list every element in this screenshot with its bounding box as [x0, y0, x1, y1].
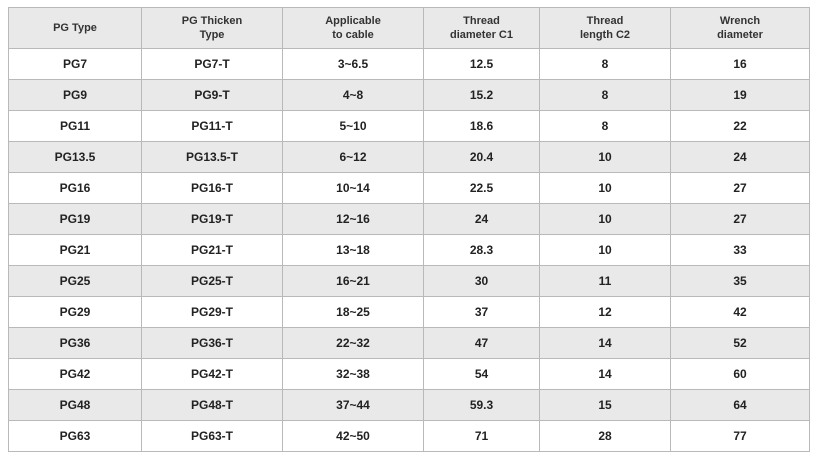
cell-wrench-diameter: 22	[671, 111, 810, 142]
cell-applicable-cable: 6~12	[283, 142, 424, 173]
cell-thread-diameter: 20.4	[424, 142, 540, 173]
cell-thread-length: 15	[540, 390, 671, 421]
spec-table-container	[8, 7, 809, 452]
cell-thread-diameter: 28.3	[424, 235, 540, 266]
header-thread-diameter: Thread diameter C1	[424, 8, 540, 49]
cell-wrench-diameter: 60	[671, 359, 810, 390]
cell-pg-type: PG9	[9, 80, 142, 111]
cell-pg-thicken-type: PG9-T	[142, 80, 283, 111]
cell-thread-diameter: 30	[424, 266, 540, 297]
cell-wrench-diameter: 16	[671, 49, 810, 80]
table-row	[9, 142, 810, 173]
table-row	[9, 328, 810, 359]
cell-pg-thicken-type: PG42-T	[142, 359, 283, 390]
cell-wrench-diameter: 27	[671, 204, 810, 235]
cell-pg-type: PG25	[9, 266, 142, 297]
cell-pg-type: PG42	[9, 359, 142, 390]
cell-pg-thicken-type: PG29-T	[142, 297, 283, 328]
cell-pg-thicken-type: PG48-T	[142, 390, 283, 421]
cell-thread-length: 12	[540, 297, 671, 328]
cell-thread-length: 8	[540, 49, 671, 80]
cell-applicable-cable: 32~38	[283, 359, 424, 390]
cell-thread-length: 10	[540, 142, 671, 173]
header-wrench-diameter: Wrench diameter	[671, 8, 810, 49]
cell-applicable-cable: 12~16	[283, 204, 424, 235]
table-row	[9, 204, 810, 235]
cell-applicable-cable: 13~18	[283, 235, 424, 266]
header-applicable-cable: Applicable to cable	[283, 8, 424, 49]
table-row	[9, 235, 810, 266]
table-row	[9, 297, 810, 328]
cell-applicable-cable: 4~8	[283, 80, 424, 111]
cell-applicable-cable: 16~21	[283, 266, 424, 297]
cell-thread-length: 11	[540, 266, 671, 297]
cell-applicable-cable: 5~10	[283, 111, 424, 142]
cell-applicable-cable: 10~14	[283, 173, 424, 204]
table-row	[9, 49, 810, 80]
table-row	[9, 80, 810, 111]
cell-thread-length: 28	[540, 421, 671, 452]
cell-thread-diameter: 12.5	[424, 49, 540, 80]
cell-wrench-diameter: 64	[671, 390, 810, 421]
cell-thread-length: 8	[540, 80, 671, 111]
table-row	[9, 266, 810, 297]
header-thread-length: Thread length C2	[540, 8, 671, 49]
table-row	[9, 111, 810, 142]
cell-thread-diameter: 15.2	[424, 80, 540, 111]
cell-pg-thicken-type: PG16-T	[142, 173, 283, 204]
cell-wrench-diameter: 52	[671, 328, 810, 359]
table-row	[9, 421, 810, 452]
cell-pg-thicken-type: PG25-T	[142, 266, 283, 297]
cell-thread-length: 8	[540, 111, 671, 142]
cell-pg-thicken-type: PG19-T	[142, 204, 283, 235]
pg-spec-table	[8, 7, 810, 452]
table-header-row	[9, 8, 810, 49]
cell-thread-diameter: 24	[424, 204, 540, 235]
cell-pg-type: PG11	[9, 111, 142, 142]
cell-thread-diameter: 54	[424, 359, 540, 390]
table-row	[9, 390, 810, 421]
cell-applicable-cable: 42~50	[283, 421, 424, 452]
cell-applicable-cable: 3~6.5	[283, 49, 424, 80]
cell-wrench-diameter: 77	[671, 421, 810, 452]
cell-thread-diameter: 37	[424, 297, 540, 328]
cell-pg-type: PG13.5	[9, 142, 142, 173]
cell-applicable-cable: 37~44	[283, 390, 424, 421]
cell-thread-diameter: 59.3	[424, 390, 540, 421]
cell-wrench-diameter: 24	[671, 142, 810, 173]
cell-applicable-cable: 22~32	[283, 328, 424, 359]
cell-pg-type: PG63	[9, 421, 142, 452]
cell-thread-diameter: 71	[424, 421, 540, 452]
cell-thread-diameter: 47	[424, 328, 540, 359]
cell-pg-type: PG29	[9, 297, 142, 328]
header-pg-thicken-type: PG Thicken Type	[142, 8, 283, 49]
cell-thread-length: 10	[540, 173, 671, 204]
cell-thread-length: 14	[540, 359, 671, 390]
cell-pg-thicken-type: PG13.5-T	[142, 142, 283, 173]
cell-pg-type: PG16	[9, 173, 142, 204]
cell-thread-diameter: 22.5	[424, 173, 540, 204]
cell-pg-type: PG36	[9, 328, 142, 359]
table-body	[9, 49, 810, 452]
header-pg-type: PG Type	[9, 8, 142, 49]
cell-thread-diameter: 18.6	[424, 111, 540, 142]
cell-wrench-diameter: 27	[671, 173, 810, 204]
cell-pg-type: PG7	[9, 49, 142, 80]
cell-pg-thicken-type: PG11-T	[142, 111, 283, 142]
cell-pg-type: PG19	[9, 204, 142, 235]
cell-wrench-diameter: 42	[671, 297, 810, 328]
cell-pg-thicken-type: PG36-T	[142, 328, 283, 359]
cell-thread-length: 14	[540, 328, 671, 359]
cell-wrench-diameter: 35	[671, 266, 810, 297]
cell-pg-thicken-type: PG21-T	[142, 235, 283, 266]
table-row	[9, 173, 810, 204]
cell-thread-length: 10	[540, 235, 671, 266]
cell-pg-thicken-type: PG7-T	[142, 49, 283, 80]
cell-applicable-cable: 18~25	[283, 297, 424, 328]
table-row	[9, 359, 810, 390]
cell-thread-length: 10	[540, 204, 671, 235]
cell-pg-type: PG21	[9, 235, 142, 266]
cell-pg-type: PG48	[9, 390, 142, 421]
cell-pg-thicken-type: PG63-T	[142, 421, 283, 452]
cell-wrench-diameter: 33	[671, 235, 810, 266]
cell-wrench-diameter: 19	[671, 80, 810, 111]
